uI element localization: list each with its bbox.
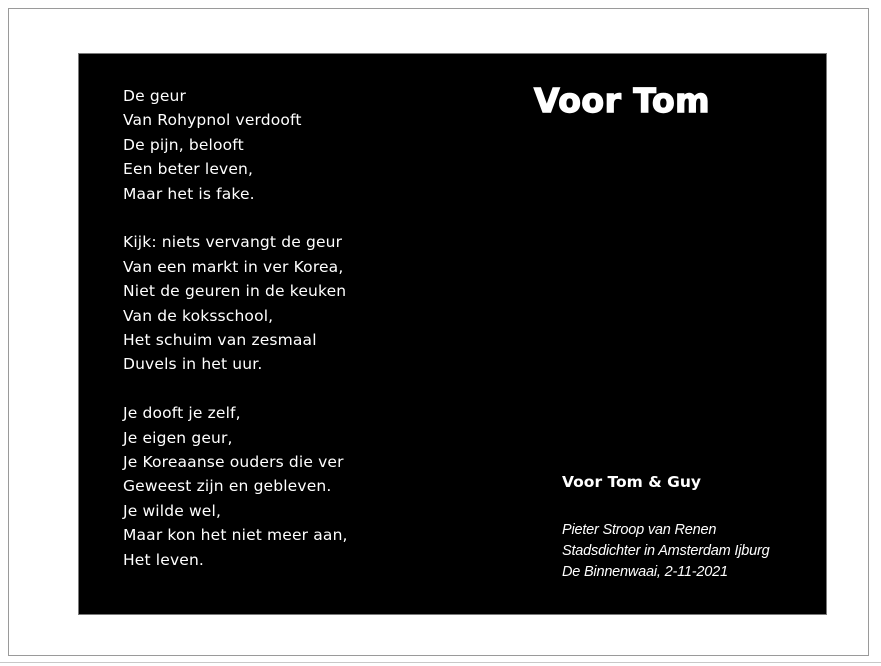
poem-line: Je Koreaanse ouders die ver <box>123 453 344 472</box>
poem-line: Niet de geuren in de keuken <box>123 282 347 301</box>
poem-line: Van een markt in ver Korea, <box>123 257 344 276</box>
place-date: De Binnenwaai, 2-11-2021 <box>562 564 728 580</box>
poem-line: Duvels in het uur. <box>123 355 263 374</box>
author-name: Pieter Stroop van Renen <box>562 522 717 538</box>
poem <box>123 84 348 572</box>
stanza-2 <box>123 230 348 376</box>
poem-line: Kijk: niets vervangt de geur <box>123 233 343 252</box>
divider <box>0 662 881 663</box>
poem-line: Het leven. <box>123 550 204 569</box>
poem-line: Van Rohypnol verdooft <box>123 111 302 130</box>
card-title: Voor Tom <box>534 81 711 120</box>
poem-line: Geweest zijn en gebleven. <box>123 477 332 496</box>
poem-line: Het schuim van zesmaal <box>123 331 317 350</box>
poem-line: Maar kon het niet meer aan, <box>123 526 348 545</box>
poem-line: Van de koksschool, <box>123 306 274 325</box>
poem-line: Een beter leven, <box>123 160 254 179</box>
stanza-3 <box>123 401 348 572</box>
signature-block <box>562 520 769 583</box>
poem-line: De pijn, belooft <box>123 135 244 154</box>
poem-line: Je wilde wel, <box>123 501 222 520</box>
poem-line: Je eigen geur, <box>123 428 233 447</box>
author-role: Stadsdichter in Amsterdam Ijburg <box>562 543 770 559</box>
poem-line: De geur <box>123 87 187 105</box>
poem-line: Maar het is fake. <box>123 184 255 203</box>
stanza-1 <box>123 84 348 206</box>
memorial-card <box>79 54 826 614</box>
poem-line: Je dooft je zelf, <box>123 404 241 423</box>
dedication: Voor Tom & Guy <box>562 473 701 491</box>
